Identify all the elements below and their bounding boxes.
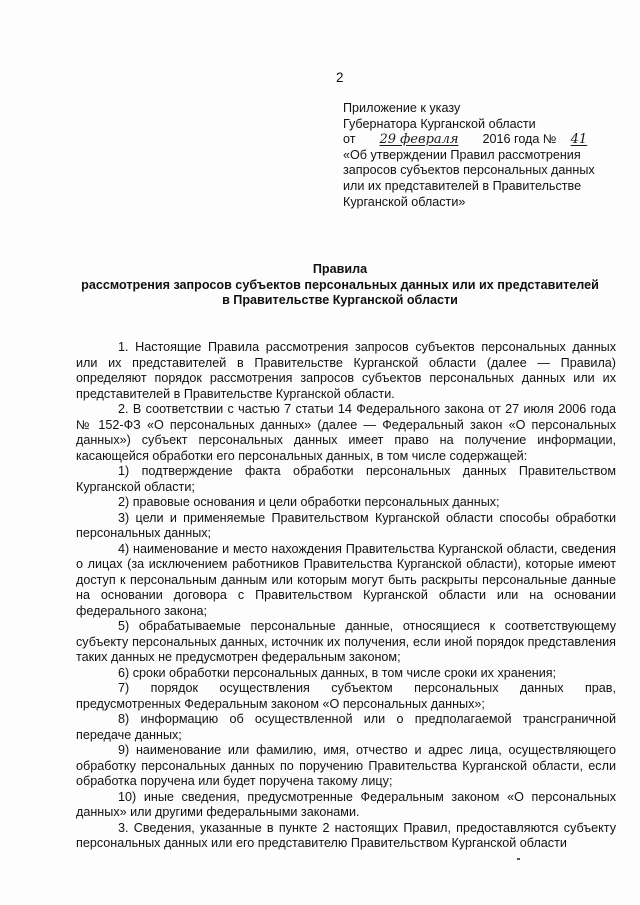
paragraph: 3. Сведения, указанные в пункте 2 настоящих Правил, предоставляются субъекту персональных данных или его представителю Правительством Курганской области — [76, 820, 616, 850]
list-item: 1) подтверждение факта обработки персональных данных Правительством Курганской области; — [76, 464, 616, 494]
appendix-block — [343, 101, 633, 210]
list-item: 9) наименование или фамилию, имя, отчество и адрес лица, осуществляющего обработку персональных данных по поручению Правительства Курганской области, если обработка поручена или будет поручена такому лицу; — [76, 743, 616, 788]
appendix-title-line: или их представителей в Правительстве — [343, 178, 582, 193]
appendix-date-line — [343, 132, 633, 148]
list-item: 6) сроки обработки персональных данных, в том числе сроки их хранения; — [118, 665, 557, 680]
appendix-title-line: Курганской области» — [343, 194, 466, 209]
appendix-line: Приложение к указу — [343, 101, 461, 115]
title-line: рассмотрения запросов субъектов персональных данных или их представителей — [81, 277, 599, 292]
appendix-title-line: «Об утверждении Правил рассмотрения — [343, 147, 581, 162]
scan-mark — [517, 858, 520, 860]
handwritten-number: 41 — [570, 132, 588, 148]
appendix-title-line: запросов субъектов персональных данных — [343, 163, 595, 178]
list-item: 2) правовые основания и цели обработки персональных данных; — [118, 495, 500, 509]
list-item: 5) обрабатываемые персональные данные, относящиеся к соответствующему субъекту персональных данных, источник их получения, если иной порядок представления таких данных не предусмотрен федеральным законом; — [76, 619, 616, 664]
list-item: 4) наименование и место нахождения Правительства Курганской области, сведения о лицах (за исключением работников Правительства Курганской области), которые имеют доступ к персональным данным или которым могут быть раскрыты персональные данные на основании договора с Правительством Курганской области или на основании федерального закона; — [76, 541, 616, 618]
date-prefix: от — [343, 132, 356, 147]
list-item: 8) информацию об осуществленной или о предполагаемой трансграничной передаче данных; — [76, 712, 616, 742]
document-body — [76, 340, 616, 852]
year-text: 2016 года № — [482, 132, 557, 147]
handwritten-date: 29 февраля — [379, 132, 459, 148]
title-line: в Правительстве Курганской области — [222, 293, 458, 308]
paragraph: 2. В соответствии с частью 7 статьи 14 Федерального закона от 27 июля 2006 года № 152-ФЗ «О персональных данных» (далее — Федеральный закон «О персональных данных») субъект персональных данных имеет право на получение информации, касающейся обработки его персональных данных, в том числе содержащей: — [76, 402, 616, 463]
document-title — [60, 262, 620, 309]
title-line: Правила — [312, 262, 368, 276]
paragraph: 1. Настоящие Правила рассмотрения запросов субъектов персональных данных или их представителей в Правительстве Курганской области (далее — Правила) определяют порядок рассмотрения запросов субъектов персональных данных или их представителей в Правительстве Курганской области. — [76, 340, 616, 401]
list-item: 3) цели и применяемые Правительством Курганской области способы обработки персональных данных; — [76, 510, 616, 540]
page-number: 2 — [336, 70, 344, 85]
appendix-line: Губернатора Курганской области — [343, 116, 536, 131]
list-item: 7) порядок осуществления субъектом персональных данных прав, предусмотренных Федеральным законом «О персональных данных»; — [76, 681, 616, 711]
list-item: 10) иные сведения, предусмотренные Федеральным законом «О персональных данных» или другими федеральными законами. — [76, 789, 616, 819]
